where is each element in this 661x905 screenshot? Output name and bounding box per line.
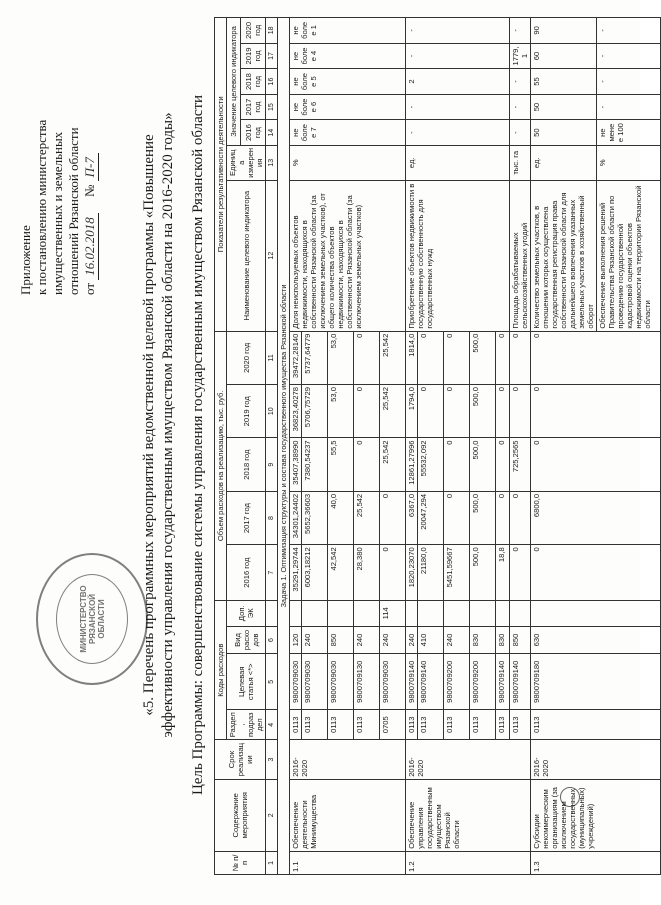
cell-2016: 35291,29744 (290, 545, 302, 601)
cell-2018: 7380,54237 (302, 438, 328, 491)
cell-2019: 36823,40278 (290, 385, 302, 438)
order-number: П-7 (82, 153, 99, 181)
row-num: 1.3 (531, 851, 661, 874)
cell-kind: 850 (510, 626, 531, 654)
colnum: 16 (266, 69, 278, 95)
cell-val-2017: - (510, 94, 531, 120)
cell-indicator: Площадь обрабатываемых сельскохозяйственных угодий (510, 180, 531, 331)
cell-2017: 6367,0 (406, 491, 418, 544)
cell-2020: 0 (444, 331, 470, 384)
cell-val-2019: - (406, 43, 510, 69)
colnum: 12 (266, 180, 278, 331)
cell-dop (444, 601, 470, 627)
cell-kind: 830 (470, 626, 496, 654)
row-content: Обеспечение управления государственным имуществом Рязанской области (406, 779, 531, 851)
cell-section: 0113 (406, 710, 418, 740)
cell-val-2018: - (597, 69, 661, 95)
cell-kind: 240 (444, 626, 470, 654)
cell-2017: 500,0 (470, 491, 496, 544)
cell-val-2018: 55 (531, 69, 597, 95)
cell-dop (510, 601, 531, 627)
cell-2020: 0 (354, 331, 380, 384)
cell-dop: 114 (380, 601, 406, 627)
cell-2019: 0 (531, 385, 661, 438)
cell-unit: ед. (406, 145, 510, 180)
cell-2019: 25,542 (380, 385, 406, 438)
cell-section: 0113 (354, 710, 380, 740)
cell-dop (290, 601, 302, 627)
column-number-row (266, 18, 278, 875)
cell-kind: 120 (290, 626, 302, 654)
col-header-volume: Объем расходов на реализацию, тыс. руб. (215, 331, 227, 600)
cell-article: 9800709140 (406, 654, 418, 710)
col-header-indicator: Наименование целевого индикатора (227, 180, 266, 331)
colnum: 18 (266, 18, 278, 44)
col-header-section: Раздел, подраздел (227, 710, 266, 740)
cell-val-2019: не более 4 (290, 43, 406, 69)
colnum: 8 (266, 491, 278, 544)
cell-2017: 0 (510, 491, 531, 544)
cell-dop (302, 601, 328, 627)
cell-unit: % (290, 145, 406, 180)
cell-article: 9800709130 (354, 654, 380, 710)
cell-val-2019: 1779,1 (510, 43, 531, 69)
cell-2019: 0 (354, 385, 380, 438)
cell-2018: 35407,38990 (290, 438, 302, 491)
measures-table (214, 17, 661, 875)
cell-dop (418, 601, 444, 627)
cell-article: 9800709200 (470, 654, 496, 710)
cell-article: 9800709140 (510, 654, 531, 710)
cell-section: 0113 (302, 710, 328, 740)
cell-article: 9800709030 (380, 654, 406, 710)
cell-indicator: Количество земельных участков, в отношении которых осуществлена государственная регистрация права собственности Рязанской области для дальнейшего вовлечения указанных земельных участков в хозяйственный оборот (531, 180, 597, 331)
colnum: 13 (266, 145, 278, 180)
cell-section: 0113 (496, 710, 510, 740)
row-term: 2016-2020 (290, 740, 406, 779)
cell-article: 9800709180 (531, 654, 661, 710)
cell-2018: 55,5 (328, 438, 354, 491)
cell-2018: 0 (531, 438, 661, 491)
cell-2019: 5706,75729 (302, 385, 328, 438)
cell-dop (354, 601, 380, 627)
cell-val-2020: - (597, 18, 661, 44)
cell-section: 0113 (328, 710, 354, 740)
cell-2020: 5737,64779 (302, 331, 328, 384)
cell-section: 0113 (531, 710, 661, 740)
colnum: 14 (266, 120, 278, 146)
col-header-val-2016: 2016 год (241, 120, 266, 146)
cell-2018: 25,542 (380, 438, 406, 491)
cell-val-2016: не менее 100 (597, 120, 661, 146)
cell-dop (328, 601, 354, 627)
number-label: № (82, 184, 97, 197)
cell-2020: 25,542 (380, 331, 406, 384)
cell-2018: 0 (444, 438, 470, 491)
cell-2019: 0 (510, 385, 531, 438)
colnum (266, 601, 278, 627)
cell-2019: 1794,0 (406, 385, 418, 438)
cell-2016: 6003,18212 (302, 545, 328, 601)
task-row (278, 18, 290, 875)
cell-2018: 0 (354, 438, 380, 491)
table-row (531, 18, 597, 875)
cell-article: 9800709140 (496, 654, 510, 710)
cell-val-2016: - (406, 120, 510, 146)
col-header-term: Срок реализации (215, 740, 266, 779)
cell-2017: 5652,36603 (302, 491, 328, 544)
col-header-2016: 2016 год (227, 545, 266, 601)
cell-val-2019: - (597, 43, 661, 69)
cell-section: 0113 (444, 710, 470, 740)
col-header-2017: 2017 год (227, 491, 266, 544)
cell-indicator: Доля неиспользуемых объектов недвижимости, находящихся в собственности Рязанской области (за исключением земельных участков), от общего количества объектов недвижимости, находящихся в собственности Рязанской области (за исключением земельных участков) (290, 180, 406, 331)
cell-2019: 0 (418, 385, 444, 438)
cell-val-2016: - (510, 120, 531, 146)
cell-article: 9800709140 (418, 654, 444, 710)
cell-2020: 53,0 (328, 331, 354, 384)
cell-val-2016: не более 7 (290, 120, 406, 146)
colnum: 17 (266, 43, 278, 69)
cell-2016: 500,0 (470, 545, 496, 601)
cell-2017: 34301,24402 (290, 491, 302, 544)
cell-dop (470, 601, 496, 627)
cell-2016: 1820,23070 (406, 545, 418, 601)
cell-section: 0113 (290, 710, 302, 740)
cell-kind: 240 (354, 626, 380, 654)
cell-dop (406, 601, 418, 627)
cell-kind: 240 (406, 626, 418, 654)
col-header-codes: Коды расходов (215, 601, 227, 740)
appendix-header (18, 25, 99, 295)
cell-val-2018: 2 (406, 69, 510, 95)
cell-val-2020: - (510, 18, 531, 44)
cell-unit: % (597, 145, 661, 180)
cell-val-2020: - (406, 18, 510, 44)
cell-val-2018: - (510, 69, 531, 95)
col-header-val-2017: 2017 год (241, 94, 266, 120)
cell-article: 9800709200 (444, 654, 470, 710)
colnum: 5 (266, 654, 278, 710)
cell-2018: 500,0 (470, 438, 496, 491)
cell-2020: 1814,0 (406, 331, 418, 384)
cell-section: 0113 (470, 710, 496, 740)
cell-2018: 55532,092 (418, 438, 444, 491)
cell-article: 9800709030 (290, 654, 302, 710)
row-content: Субсидии некоммерческим организациям (за исключением государственных (муниципальных) учреждений) (531, 779, 661, 851)
cell-kind: 630 (531, 626, 661, 654)
cell-dop (531, 601, 661, 627)
colnum: 9 (266, 438, 278, 491)
cell-2016: 42,542 (328, 545, 354, 601)
cell-2016: 0 (531, 545, 661, 601)
cell-2018: 725,2565 (510, 438, 531, 491)
col-header-num: № п/п (215, 851, 266, 874)
appendix-line-2: к постановлению министерства (34, 119, 49, 295)
order-date-number (82, 25, 99, 295)
cell-2016: 5451,59667 (444, 545, 470, 601)
cell-unit: тыс. га (510, 145, 531, 180)
colnum: 15 (266, 94, 278, 120)
cell-2016: 21180,0 (418, 545, 444, 601)
from-label: от (82, 282, 97, 295)
col-header-content: Содержание мероприятия (215, 779, 266, 851)
colnum: 4 (266, 710, 278, 740)
cell-2020: 0 (496, 331, 510, 384)
document-title (140, 65, 178, 785)
col-header-article: Целевая статья <*> (227, 654, 266, 710)
cell-indicator: Обеспечение выполнения решений Правительства Рязанской области по проведению государственной кадастровой оценки объектов недвижимости на территории Рязанской области (597, 180, 661, 331)
table-row (290, 18, 302, 875)
cell-unit: ед. (531, 145, 597, 180)
colnum: 10 (266, 385, 278, 438)
cell-2017: 0 (496, 491, 510, 544)
col-header-unit: Единица измерения (227, 145, 266, 180)
cell-val-2017: не более 6 (290, 94, 406, 120)
cell-2020: 0 (531, 331, 661, 384)
cell-2020: 500,0 (470, 331, 496, 384)
col-header-val-2018: 2018 год (241, 69, 266, 95)
cell-indicator: Приобретение объектов недвижимости в государственную собственность для государственных нужд (406, 180, 510, 331)
cell-kind: 830 (496, 626, 510, 654)
title-line-1: «5. Перечень программных мероприятий ведомственной целевой программы «Повышение (141, 134, 157, 716)
colnum: 1 (266, 851, 278, 874)
cell-2019: 500,0 (470, 385, 496, 438)
cell-2019: 53,0 (328, 385, 354, 438)
cell-article: 9800709030 (302, 654, 328, 710)
col-header-results: Показатели результативности деятельности (215, 18, 227, 332)
cell-2020: 39472,28140 (290, 331, 302, 384)
official-seal-stamp (36, 553, 148, 685)
cell-dop (496, 601, 510, 627)
row-num: 1.1 (290, 851, 406, 874)
cell-val-2016: 50 (531, 120, 597, 146)
cell-2019: 0 (496, 385, 510, 438)
cell-kind: 410 (418, 626, 444, 654)
table-row (406, 18, 418, 875)
cell-2017: 25,542 (354, 491, 380, 544)
cell-val-2020: не более 1 (290, 18, 406, 44)
seal-inner-ring: МИНИСТЕРСТВО РЯЗАНСКОЙ ОБЛАСТИ (56, 574, 128, 664)
cell-val-2020: 90 (531, 18, 597, 44)
cell-2017: 40,0 (328, 491, 354, 544)
col-header-val-2020: 2020 год (241, 18, 266, 44)
cell-2019: 0 (444, 385, 470, 438)
cell-2018: 0 (496, 438, 510, 491)
cell-section: 0113 (510, 710, 531, 740)
colnum: 11 (266, 331, 278, 384)
col-header-dop: Доп. ЭК (227, 601, 266, 627)
cell-kind: 240 (380, 626, 406, 654)
col-header-val-2019: 2019 год (241, 43, 266, 69)
task-1-label: Задача 1. Оптимизация структуры и состава государственного имущества Рязанской области (278, 18, 290, 875)
row-term: 2016-2020 (406, 740, 531, 779)
cell-2017: 0 (380, 491, 406, 544)
col-header-2018: 2018 год (227, 438, 266, 491)
colnum: 2 (266, 779, 278, 851)
colnum: 3 (266, 740, 278, 779)
cell-val-2017: 50 (531, 94, 597, 120)
order-date: 16.02.2018 (82, 213, 99, 280)
cell-val-2018: не более 5 (290, 69, 406, 95)
cell-2017: 20047,294 (418, 491, 444, 544)
cell-section: 0705 (380, 710, 406, 740)
cell-2017: 0 (444, 491, 470, 544)
cell-2016: 28,380 (354, 545, 380, 601)
col-header-kind: Вид расходов (227, 626, 266, 654)
cell-2016: 0 (510, 545, 531, 601)
colnum: 6 (266, 626, 278, 654)
col-header-2020: 2020 год (227, 331, 266, 384)
cell-2016: 0 (380, 545, 406, 601)
cell-section: 0113 (418, 710, 444, 740)
cell-val-2019: 60 (531, 43, 597, 69)
row-num: 1.2 (406, 851, 531, 874)
col-header-values: Значение целевого индикатора (227, 18, 241, 146)
row-term: 2016-2020 (531, 740, 661, 779)
cell-2017: 6800,0 (531, 491, 661, 544)
cell-kind: 850 (328, 626, 354, 654)
colnum: 7 (266, 545, 278, 601)
cell-2016: 18,8 (496, 545, 510, 601)
appendix-line-4: отношений Рязанской области (66, 127, 81, 295)
cell-2020: 0 (418, 331, 444, 384)
cell-2018: 12861,27996 (406, 438, 418, 491)
col-header-2019: 2019 год (227, 385, 266, 438)
cell-val-2017: - (406, 94, 510, 120)
cell-kind: 240 (302, 626, 328, 654)
program-goal: Цель Программы: совершенствование системы управления государственным имуществом Рязанской области (190, 94, 206, 796)
cell-val-2017: - (597, 94, 661, 120)
appendix-line-3: имущественных и земельных (50, 131, 65, 295)
row-content: Обеспечение деятельности Минимущества (290, 779, 406, 851)
title-line-2: эффективности управления государственным имуществом Рязанской области на 2016-2020 годы» (160, 112, 176, 738)
appendix-label: Приложение (18, 225, 33, 295)
cell-article: 9800709030 (328, 654, 354, 710)
cell-2020: 0 (510, 331, 531, 384)
